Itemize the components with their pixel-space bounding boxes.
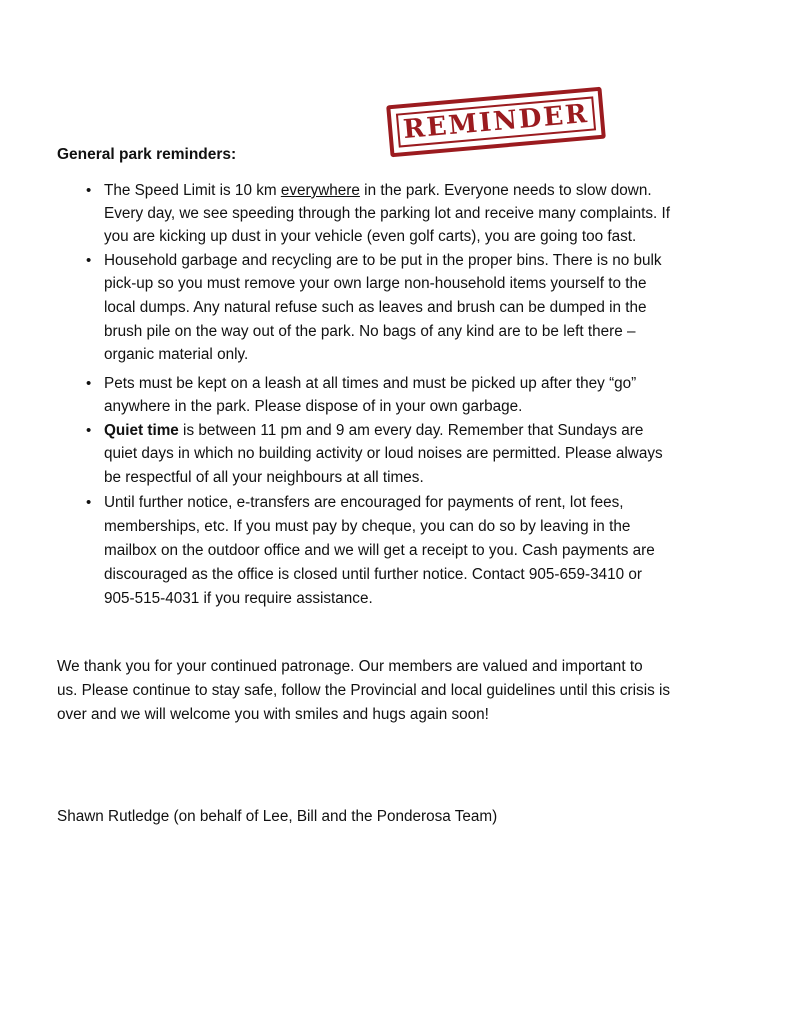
closing-line-3: over and we will welcome you with smiles and hugs again soon!: [57, 706, 489, 723]
bullet-3-line-1: Pets must be kept on a leash at all times and must be picked up after they “go”: [104, 375, 637, 392]
bullet-5-line-3: mailbox on the outdoor office and we will get a receipt to you. Cash payments are: [104, 542, 655, 559]
bullet-4-line-2: quiet days in which no building activity or loud noises are permitted. Please always: [104, 445, 663, 462]
text-span: The Speed Limit is 10 km: [104, 182, 281, 199]
bullet-5-line-1: Until further notice, e-transfers are encouraged for payments of rent, lot fees,: [104, 494, 624, 511]
bullet-4-line-1: [104, 420, 643, 442]
bullet-marker: •: [86, 494, 92, 511]
closing-line-1: We thank you for your continued patronage. Our members are valued and important to: [57, 658, 643, 675]
reminder-stamp: [386, 87, 606, 158]
text-span: in the park. Everyone needs to slow down.: [359, 182, 652, 199]
bullet-2-line-5: organic material only.: [104, 346, 249, 363]
bullet-1-line-3: you are kicking up dust in your vehicle (even golf carts), you are going too fast.: [104, 228, 637, 245]
bullet-2-line-2: pick-up so you must remove your own large non-household items yourself to the: [104, 275, 647, 292]
bullet-2-line-3: local dumps. Any natural refuse such as leaves and brush can be dumped in the: [104, 299, 647, 316]
signature: Shawn Rutledge (on behalf of Lee, Bill and the Ponderosa Team): [57, 808, 498, 825]
bullet-marker: •: [86, 252, 92, 269]
emphasis-bold: Quiet time: [104, 422, 179, 439]
section-heading: General park reminders:: [57, 146, 237, 163]
bullet-3-line-2: anywhere in the park. Please dispose of in your own garbage.: [104, 398, 523, 415]
bullet-marker: •: [86, 422, 92, 439]
bullet-2-line-1: Household garbage and recycling are to be put in the proper bins. There is no bulk: [104, 252, 662, 269]
bullet-2-line-4: brush pile on the way out of the park. No bags of any kind are to be left there –: [104, 323, 636, 340]
bullet-marker: •: [86, 182, 92, 199]
closing-line-2: us. Please continue to stay safe, follow the Provincial and local guidelines until this crisis is: [57, 682, 671, 699]
bullet-5-line-4: discouraged as the office is closed until further notice. Contact 905-659-3410 or: [104, 566, 642, 583]
bullet-marker: •: [86, 375, 92, 392]
bullet-5-line-5: 905-515-4031 if you require assistance.: [104, 590, 373, 607]
emphasis-underline: everywhere: [280, 182, 360, 199]
text-span: is between 11 pm and 9 am every day. Remember that Sundays are: [178, 422, 644, 439]
bullet-1-line-2: Every day, we see speeding through the parking lot and receive many complaints. If: [104, 205, 671, 222]
bullet-5-line-2: memberships, etc. If you must pay by cheque, you can do so by leaving in the: [104, 518, 631, 535]
stamp-text: REMINDER: [401, 98, 591, 146]
bullet-1-line-1: [104, 180, 652, 202]
bullet-4-line-3: be respectful of all your neighbours at all times.: [104, 469, 424, 486]
